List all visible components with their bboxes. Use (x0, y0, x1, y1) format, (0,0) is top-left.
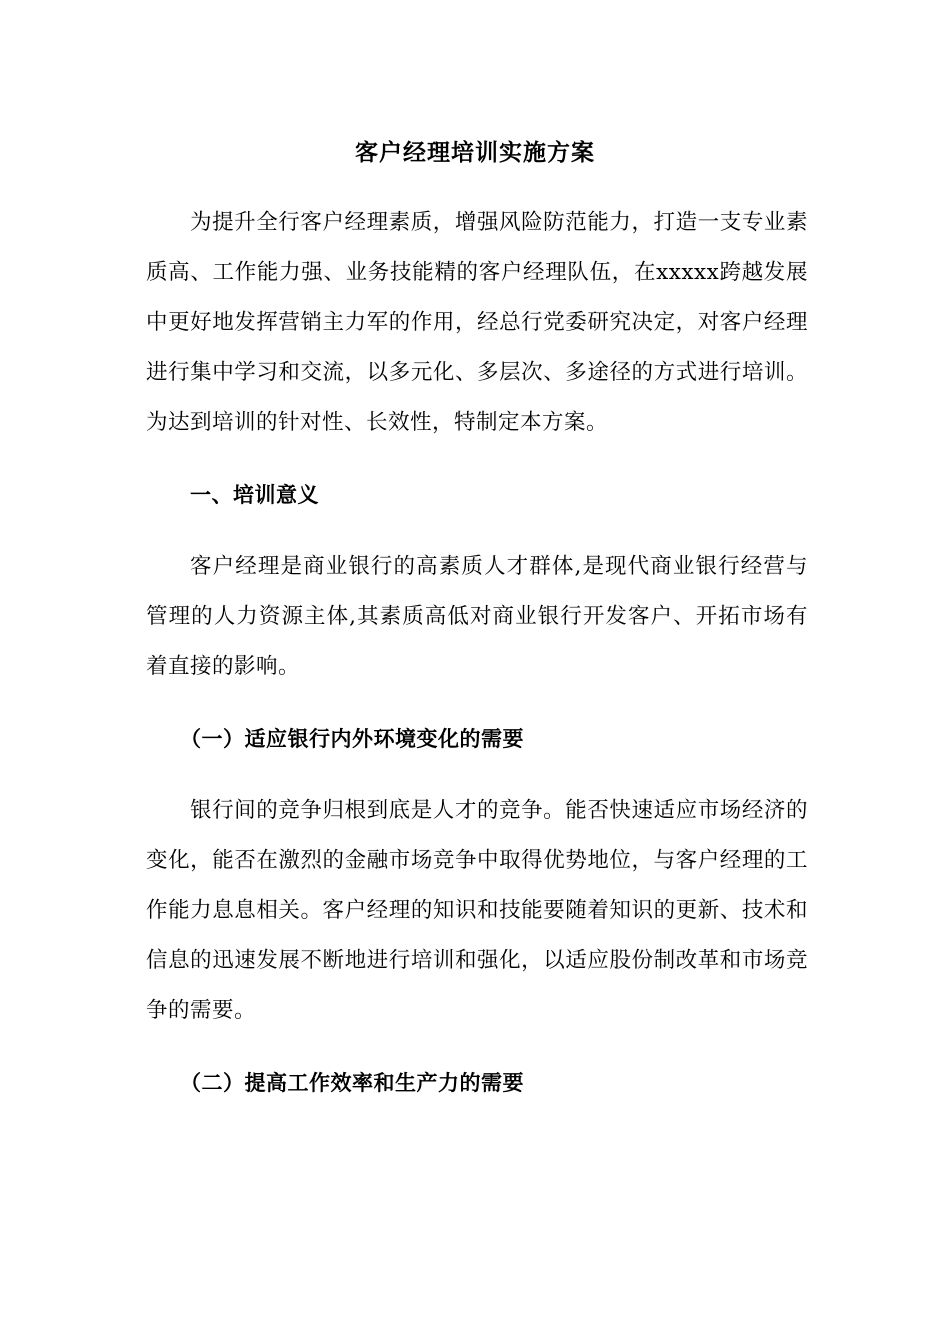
section-heading-significance: 一、培训意义 (190, 482, 319, 507)
intro-paragraph: 为提升全行客户经理素质，增强风险防范能力，打造一支专业素质高、工作能力强、业务技能精的客户经理队伍，在xxxxx跨越发展中更好地发挥营销主力军的作用，经总行党委研究决定，对客户经理进行集中学习和交流，以多元化、多层次、多途径的方式进行培训。为达到培训的针对性、长效性，特制定本方案。 (146, 210, 808, 435)
document-title: 客户经理培训实施方案 (355, 139, 595, 166)
significance-paragraph: 客户经理是商业银行的高素质人才群体,是现代商业银行经营与管理的人力资源主体,其素质高低对商业银行开发客户、开拓市场有着直接的影响。 (146, 554, 808, 679)
environment-paragraph: 银行间的竞争归根到底是人才的竞争。能否快速适应市场经济的变化，能否在激烈的金融市场竞争中取得优势地位，与客户经理的工作能力息息相关。客户经理的知识和技能要随着知识的更新、技术和信息的迅速发展不断地进行培训和强化，以适应股份制改革和市场竞争的需要。 (146, 798, 808, 1023)
subsection-heading-efficiency: （二）提高工作效率和生产力的需要 (180, 1070, 524, 1095)
subsection-heading-environment: （一）适应银行内外环境变化的需要 (180, 726, 524, 751)
